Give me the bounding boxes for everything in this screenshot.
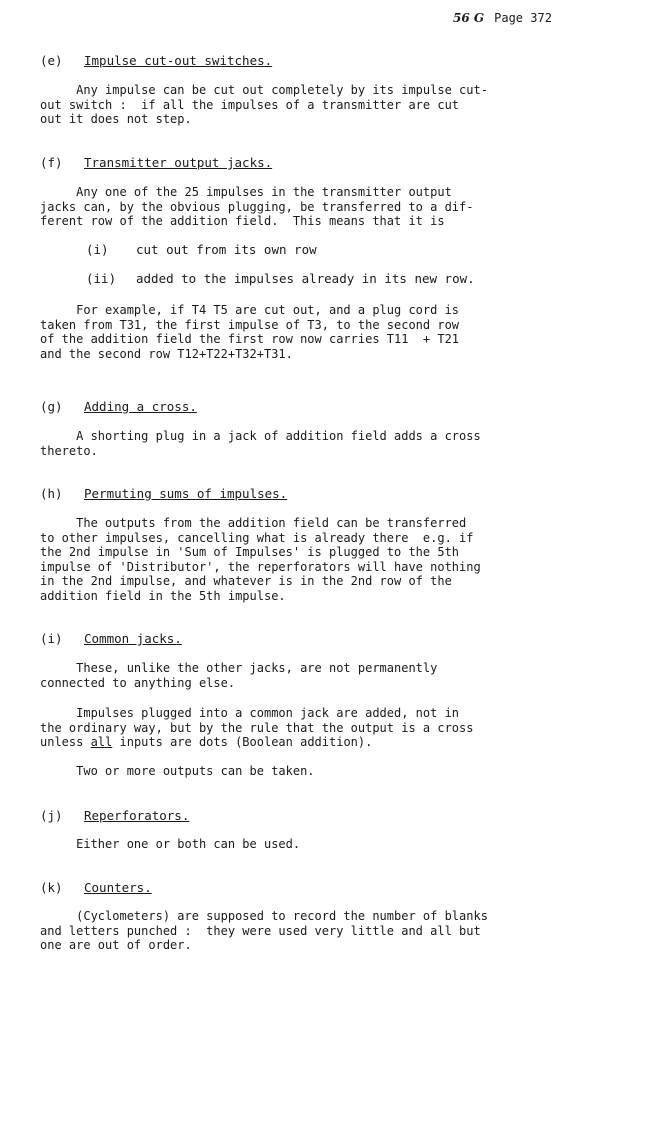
section-k xyxy=(40,880,600,896)
page-header xyxy=(453,11,552,25)
section-heading xyxy=(40,155,600,171)
list-item-number: (ii) xyxy=(86,271,117,286)
section-heading xyxy=(40,53,600,69)
paragraph: For example, if T4 T5 are cut out, and a plug cord is taken from T31, the first impulse of T3, to the second row of the addition field the first row now carries T11 + T21 and the second row T12+T22+T32+T31. xyxy=(40,303,460,361)
section-heading xyxy=(40,631,600,647)
section-heading xyxy=(40,808,600,824)
list-item xyxy=(86,271,475,287)
section-title: Impulse cut-out switches. xyxy=(84,53,273,68)
paragraph: (Cyclometers) are supposed to record the number of blanks and letters punched : they were used very little and all but one are out of order. xyxy=(40,909,488,952)
paragraph: Two or more outputs can be taken. xyxy=(40,764,315,778)
section-e xyxy=(40,53,600,69)
paragraph: Any impulse can be cut out completely by its impulse cut- out switch : if all the impulses of a transmitter are cut out it does not step. xyxy=(40,83,488,126)
section-title: Transmitter output jacks. xyxy=(84,155,273,170)
list-item-text: added to the impulses already in its new row. xyxy=(136,271,475,286)
section-label: (f) xyxy=(40,155,63,170)
section-title: Permuting sums of impulses. xyxy=(84,486,288,501)
list-item-number: (i) xyxy=(86,242,109,257)
section-label: (j) xyxy=(40,808,63,823)
section-i xyxy=(40,631,600,647)
section-label: (h) xyxy=(40,486,63,501)
section-label: (e) xyxy=(40,53,63,68)
paragraph: Either one or both can be used. xyxy=(40,837,301,851)
paragraph: A shorting plug in a jack of addition field adds a cross thereto. xyxy=(40,429,481,458)
list-item xyxy=(86,242,317,258)
section-h xyxy=(40,486,600,502)
text-fragment: unless xyxy=(40,735,91,749)
paragraph: Impulses plugged into a common jack are added, not in the ordinary way, but by the rule that the output is a cross xyxy=(40,706,474,735)
paragraph: These, unlike the other jacks, are not permanently connected to anything else. xyxy=(40,661,438,690)
section-title: Counters. xyxy=(84,880,152,895)
section-label: (k) xyxy=(40,880,63,895)
emphasis-underlined: all xyxy=(90,735,113,749)
text-fragment: inputs are dots (Boolean addition). xyxy=(112,735,373,749)
section-g xyxy=(40,399,600,415)
section-label: (g) xyxy=(40,399,63,414)
handwritten-page-number: 56 G xyxy=(453,11,485,25)
section-f xyxy=(40,155,600,171)
section-title: Adding a cross. xyxy=(84,399,197,414)
section-j xyxy=(40,808,600,824)
section-title: Reperforators. xyxy=(84,808,190,823)
paragraph: The outputs from the addition field can be transferred to other impulses, cancelling what is already there e.g. if the 2nd impulse in 'Sum of Impulses' is plugged to the 5th impulse of 'Distributor', the reperforators will have nothing in the 2nd impulse, and whatever is in the 2nd row of the addition field in the 5th impulse. xyxy=(40,516,481,603)
list-item-text: cut out from its own row xyxy=(136,242,317,257)
paragraph-line xyxy=(40,735,372,750)
section-heading xyxy=(40,399,600,415)
section-heading xyxy=(40,880,600,896)
section-heading xyxy=(40,486,600,502)
section-title: Common jacks. xyxy=(84,631,182,646)
page-label: Page 372 xyxy=(494,11,552,25)
section-label: (i) xyxy=(40,631,63,646)
paragraph: Any one of the 25 impulses in the transmitter output jacks can, by the obvious plugging, be transferred to a dif- ferent row of the addition field. This means that it is xyxy=(40,185,474,228)
